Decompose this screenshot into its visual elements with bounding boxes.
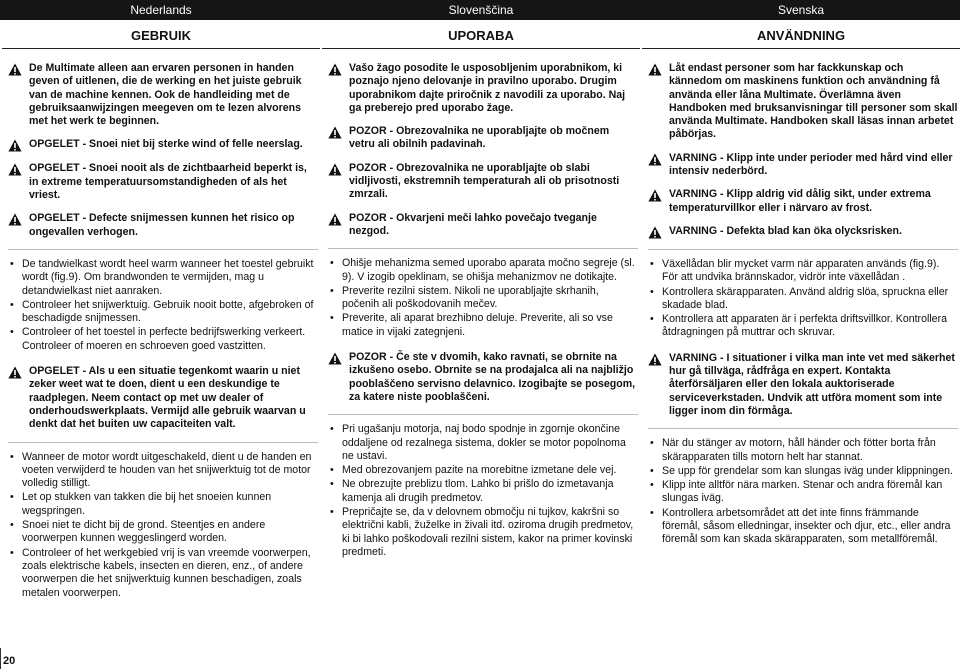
list-item: • Se upp för grendelar som kan slungas iväg under klippningen. (648, 465, 958, 478)
warning-triangle-icon (8, 139, 22, 152)
list-item: • Kontrollera att apparaten är i perfekta driftsvillkor. Kontrollera åtdragningen på muttrar och skruvar. (648, 313, 958, 340)
list-item: • Controleer of het toestel in perfecte bedrijfswerking verkeert. Controleer of moeren en schroeven goed vastzitten. (8, 326, 318, 353)
section-divider (648, 249, 958, 250)
section-divider (8, 442, 318, 443)
language-column (648, 62, 958, 559)
language-label-sl: Slovenščina (448, 3, 514, 17)
warning-text: Vašo žago posodite le usposobljenim uporabnikom, ki poznajo njeno delovanje in pravilno uporabo. Drugim uporabnikom dajte priročnik z navodili za uporabo. Naj ga preberejo pred uporabo žage. (349, 62, 626, 114)
list-item: • Preverite rezilni sistem. Nikoli ne uporabljajte skrhanih, počenih ali poškodovanih mečev. (328, 285, 638, 312)
warning-note (8, 62, 318, 128)
warning-note (648, 188, 958, 215)
warning-note (328, 162, 638, 202)
warning-triangle-icon (8, 163, 22, 176)
section-heading-nl: GEBRUIK (131, 28, 191, 43)
warning-note (328, 62, 638, 115)
warning-note (648, 62, 958, 142)
warning-note (8, 138, 318, 152)
warning-text: VARNING - Klipp inte under perioder med hård vind eller intensiv nederbörd. (669, 151, 953, 178)
list-item: • När du stänger av motorn, håll händer och fötter borta från skärapparaten tills motorn helt har stannat. (648, 437, 958, 464)
warning-note (8, 365, 318, 431)
warning-text: OPGELET - Als u een situatie tegenkomt waarin u niet zeker weet wat te doen, dient u een deskundige te raadplegen. Neem contact op met uw dealer of onderhoudswerkplaats. Vermijd alle gebruik waarvan u denkt dat het buiten uw capaciteiten valt. (29, 365, 306, 431)
warning-triangle-icon (8, 63, 22, 76)
list-item: • Ne obrezujte preblizu tlom. Lahko bi prišlo do izmetavanja kamenja ali drugih predmetov. (328, 478, 638, 505)
warning-text: VARNING - I situationer i vilka man inte vet med säkerhet hur gå tillväga, rådfråga en expert. Kontakta återförsäljaren eller den lokala auktoriserade serviceverkstaden. Undvik att utföra moment som inte ligger inom din förmåga. (669, 351, 955, 417)
language-column (8, 62, 318, 612)
warning-triangle-icon (328, 352, 342, 365)
bullet-list (8, 258, 318, 353)
warning-note (648, 152, 958, 179)
warning-triangle-icon (8, 213, 22, 226)
warning-triangle-icon (328, 63, 342, 76)
warning-triangle-icon (8, 366, 22, 379)
heading-divider (2, 48, 320, 49)
list-item: • Pri ugašanju motorja, naj bodo spodnje in zgornje okončine oddaljene od rezalnega sistema, dokler se motor popolnoma ne ustavi. (328, 423, 638, 463)
warning-text: De Multimate alleen aan ervaren personen in handen geven of uitlenen, die de werking en het juiste gebruik van de machine kennen. Ook de handleiding met de gebruiksaanwijzingen meegeven om te lezen alvorens met het werk te beginnen. (29, 62, 302, 128)
warning-triangle-icon (648, 189, 662, 202)
list-item: • Wanneer de motor wordt uitgeschakeld, dient u de handen en voeten verwijderd te houden van het snijwerktuig tot de motor volledig stilligt. (8, 451, 318, 491)
section-heading-sl: UPORABA (448, 28, 514, 43)
list-item: • Klipp inte alltför nära marken. Stenar och andra föremål kan slungas iväg. (648, 479, 958, 506)
warning-note (328, 351, 638, 404)
warning-triangle-icon (648, 353, 662, 366)
list-item: • Controleer het snijwerktuig. Gebruik nooit botte, afgebroken of beschadigde snijmessen. (8, 299, 318, 326)
section-divider (328, 414, 638, 415)
warning-note (648, 225, 958, 239)
language-label-sv: Svenska (777, 3, 825, 17)
warning-text: Låt endast personer som har fackkunskap och kännedom om maskinens funktion och användning få använda eller låna Multimate. Överlämna även Handboken med bruksanvisningar till personer som skall använda Multimate. Handboken skall läsas innan arbetet påbörjas. (669, 62, 958, 141)
bullet-list (328, 423, 638, 559)
warning-text: VARNING - Defekta blad kan öka olycksrisken. (669, 224, 902, 237)
list-item: • Kontrollera arbetsområdet att det inte finns främmande föremål, såsom elledningar, insekter och djur, etc., eller andra föremål som kan skada skärapparaten, som metallföremål. (648, 507, 958, 547)
heading-divider (322, 48, 640, 49)
list-item: • Med obrezovanjem pazite na morebitne izmetane dele vej. (328, 464, 638, 477)
warning-text: POZOR - Obrezovalnika ne uporabljajte ob močnem vetru ali obilnih padavinah. (349, 125, 610, 151)
list-item: • Preverite, ali aparat brezhibno deluje. Preverite, ali so vse matice in vijaki zategnjeni. (328, 312, 638, 339)
warning-text: POZOR - Obrezovalnika ne uporabljajte ob slabi vidljivosti, ekstremnih temperaturah ali ob prisotnosti zmrzali. (349, 161, 620, 201)
section-heading-sv: ANVÄNDNING (756, 28, 846, 43)
bullet-list (328, 257, 638, 339)
list-item: • Let op stukken van takken die bij het snoeien kunnen wegspringen. (8, 491, 318, 518)
list-item: • De tandwielkast wordt heel warm wanneer het toestel gebruikt wordt (fig.9). Om brandwonden te vermijden, mag u detandwielkast niet aanraken. (8, 258, 318, 298)
warning-text: OPGELET - Defecte snijmessen kunnen het risico op ongevallen verhogen. (29, 212, 295, 238)
list-item: • Snoei niet te dicht bij de grond. Steentjes en andere voorwerpen kunnen weggeslingerd worden. (8, 519, 318, 546)
heading-divider (642, 48, 960, 49)
warning-text: POZOR - Okvarjeni meči lahko povečajo tveganje nezgod. (349, 211, 597, 237)
warning-note (8, 162, 318, 202)
warning-triangle-icon (328, 163, 342, 176)
bullet-list (648, 437, 958, 546)
page-number: 20 (3, 655, 16, 667)
section-divider (8, 249, 318, 250)
section-divider (648, 428, 958, 429)
warning-triangle-icon (328, 213, 342, 226)
warning-triangle-icon (648, 153, 662, 166)
list-item: • Växellådan blir mycket varm när apparaten används (fig.9). För att undvika brännskador, vidrör inte växellådan . (648, 258, 958, 285)
warning-text: OPGELET - Snoei nooit als de zichtbaarheid beperkt is, in extreme temperatuursomstandigheden of als het vriest. (29, 162, 307, 202)
list-item: • Kontrollera skärapparaten. Använd aldrig slöa, spruckna eller skadade blad. (648, 286, 958, 313)
warning-text: POZOR - Če ste v dvomih, kako ravnati, se obrnite na izkušeno osebo. Obrnite se na prodajalca ali na najbližjo pooblaščeno servisno delavnico. Izogibajte se posegom, za katere niste pooblaščeni. (349, 351, 636, 403)
list-item: • Ohišje mehanizma semed uporabo aparata močno segreje (sl. 9). V izogib opeklinam, se ohišja mehanizmov ne dotikajte. (328, 257, 638, 284)
warning-triangle-icon (648, 63, 662, 76)
warning-text: OPGELET - Snoei niet bij sterke wind of felle neerslag. (29, 138, 303, 151)
warning-note (648, 352, 958, 418)
section-divider (328, 248, 638, 249)
warning-note (328, 212, 638, 239)
warning-note (8, 212, 318, 239)
warning-text: VARNING - Klipp aldrig vid dålig sikt, under extrema temperaturvillkor eller i närvaro av frost. (669, 188, 931, 214)
bullet-list (648, 258, 958, 340)
bullet-list (8, 451, 318, 600)
language-label-nl: Nederlands (130, 3, 192, 17)
warning-triangle-icon (648, 226, 662, 239)
page-edge-rule (0, 648, 1, 669)
list-item: • Controleer of het werkgebied vrij is van vreemde voorwerpen, zoals elektrische kabels, insecten en dieren, enz., of andere voorwerpen die het snijwerktuig kunnen beschadigen, zoals metalen voorwerpen. (8, 547, 318, 600)
list-item: • Prepričajte se, da v delovnem območju ni tujkov, kakršni so električni kabli, žuželke in živali itd. oziroma drugih predmetov, ki bi lahko poškodovali rezilni sistem, kakor na primer kovinski predmeti. (328, 506, 638, 559)
language-bar (0, 0, 960, 20)
language-column (328, 62, 638, 571)
warning-note (328, 125, 638, 152)
warning-triangle-icon (328, 126, 342, 139)
